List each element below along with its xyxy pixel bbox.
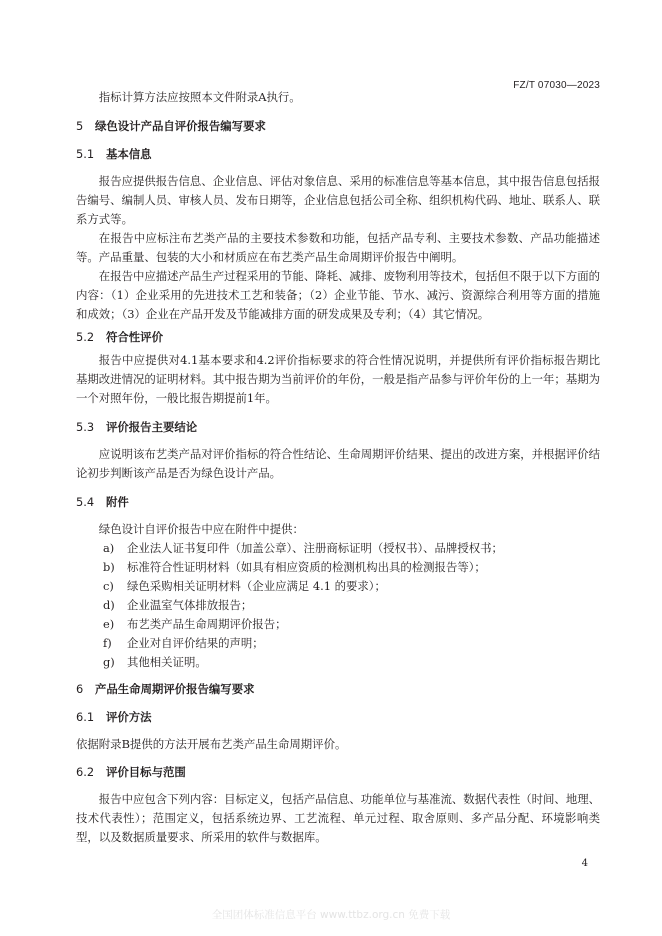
list-item-text: 布艺类产品生命周期评价报告； bbox=[127, 617, 287, 631]
list-item-text: 标准符合性证明材料（如具有相应资质的检测机构出具的检测报告等）； bbox=[127, 560, 486, 574]
attachment-list bbox=[76, 539, 600, 672]
list-item bbox=[76, 634, 600, 653]
section-6-title: 产品生命周期评价报告编写要求 bbox=[95, 682, 255, 696]
section-5-3-number: 5.3 bbox=[76, 420, 95, 434]
page-number: 4 bbox=[581, 858, 588, 869]
section-6-2-paragraph: 报告中应包含下列内容：目标定义，包括产品信息、功能单位与基准流、数据代表性（时间、地理、技术代表性）；范围定义，包括系统边界、工艺流程、单元过程、取舍原则、多产品分配、环境影响类型，以及数据质量要求、所采用的软件与数据库。 bbox=[76, 792, 600, 844]
list-item-text: 企业温室气体排放报告； bbox=[127, 598, 253, 612]
list-item-marker: g) bbox=[103, 655, 115, 669]
section-6-number: 6 bbox=[76, 682, 84, 696]
standard-code: FZ/T 07030—2023 bbox=[513, 80, 600, 91]
list-item bbox=[76, 653, 600, 672]
section-6-2-title: 评价目标与范围 bbox=[106, 765, 186, 779]
section-5-1-paragraph-2: 在报告中应标注布艺类产品的主要技术参数和功能，包括产品专利、主要技术参数、产品功能描述等。产品重量、包装的大小和材质应在布艺类产品生命周期评价报告中阐明。 bbox=[76, 231, 600, 264]
section-6-1-paragraph: 依据附录B提供的方法开展布艺类产品生命周期评价。 bbox=[76, 737, 347, 751]
section-5-3-paragraph: 应说明该布艺类产品对评价指标的符合性结论、生命周期评价结果、提出的改进方案，并根据评价结论初步判断该产品是否为绿色设计产品。 bbox=[76, 447, 600, 480]
section-6-1-heading bbox=[76, 708, 600, 727]
list-item-marker: e) bbox=[103, 617, 115, 631]
list-item-marker: d) bbox=[103, 598, 115, 612]
section-6-1-number: 6.1 bbox=[76, 710, 95, 724]
section-6-2-number: 6.2 bbox=[76, 765, 95, 779]
section-5-heading bbox=[76, 117, 600, 136]
section-5-3-title: 评价报告主要结论 bbox=[106, 420, 198, 434]
list-item-marker: b) bbox=[103, 560, 115, 574]
section-5-4-paragraph: 绿色设计自评价报告中应在附件中提供： bbox=[98, 522, 304, 536]
document-body bbox=[76, 88, 600, 847]
section-5-1-heading bbox=[76, 145, 600, 164]
section-5-1-title: 基本信息 bbox=[106, 147, 152, 161]
section-5-4-title: 附件 bbox=[106, 495, 129, 509]
section-5-2-number: 5.2 bbox=[76, 330, 95, 344]
list-item bbox=[76, 577, 600, 596]
list-item-marker: a) bbox=[103, 541, 115, 555]
section-5-3-heading bbox=[76, 418, 600, 437]
section-5-1-paragraph-1: 报告应提供报告信息、企业信息、评估对象信息、采用的标准信息等基本信息，其中报告信息包括报告编号、编制人员、审核人员、发布日期等，企业信息包括公司全称、组织机构代码、地址、联系人、联系方式等。 bbox=[76, 174, 600, 226]
list-item-text: 企业对自评价结果的声明； bbox=[127, 636, 264, 650]
list-item bbox=[76, 596, 600, 615]
section-5-2-title: 符合性评价 bbox=[106, 330, 163, 344]
list-item-text: 其他相关证明。 bbox=[127, 655, 207, 669]
download-watermark: 全国团体标准信息平台 www.ttbz.org.cn 免费下载 bbox=[211, 909, 451, 921]
section-5-1-paragraph-3: 在报告中应描述产品生产过程采用的节能、降耗、减排、废物利用等技术，包括但不限于以下方面的内容：（1）企业采用的先进技术工艺和装备；（2）企业节能、节水、减污、资源综合利用等方面的措施和成效；（3）企业在产品开发及节能减排方面的研发成果及专利；（4）其它情况。 bbox=[76, 269, 600, 321]
section-6-1-title: 评价方法 bbox=[106, 710, 152, 724]
list-item-text: 绿色采购相关证明材料（企业应满足 4.1 的要求）； bbox=[127, 579, 386, 593]
section-5-title: 绿色设计产品自评价报告编写要求 bbox=[95, 119, 266, 133]
list-item bbox=[76, 539, 600, 558]
list-item-text: 企业法人证书复印件（加盖公章）、注册商标证明（授权书）、品牌授权书； bbox=[127, 541, 503, 555]
intro-paragraph: 指标计算方法应按照本文件附录A执行。 bbox=[98, 90, 301, 104]
section-5-2-heading bbox=[76, 328, 600, 347]
section-6-2-heading bbox=[76, 763, 600, 782]
section-5-2-paragraph: 报告中应提供对4.1基本要求和4.2评价指标要求的符合性情况说明，并提供所有评价指标报告期比基期改进情况的证明材料。其中报告期为当前评价的年份，一般是指产品参与评价年份的上一年；基期为一个对照年份，一般比报告期提前1年。 bbox=[76, 353, 600, 405]
section-6-heading bbox=[76, 680, 600, 699]
list-item-marker: f) bbox=[103, 636, 112, 650]
list-item bbox=[76, 558, 600, 577]
list-item-marker: c) bbox=[103, 579, 114, 593]
list-item bbox=[76, 615, 600, 634]
section-5-4-heading bbox=[76, 493, 600, 512]
section-5-1-number: 5.1 bbox=[76, 147, 95, 161]
section-5-number: 5 bbox=[76, 119, 84, 133]
section-5-4-number: 5.4 bbox=[76, 495, 95, 509]
